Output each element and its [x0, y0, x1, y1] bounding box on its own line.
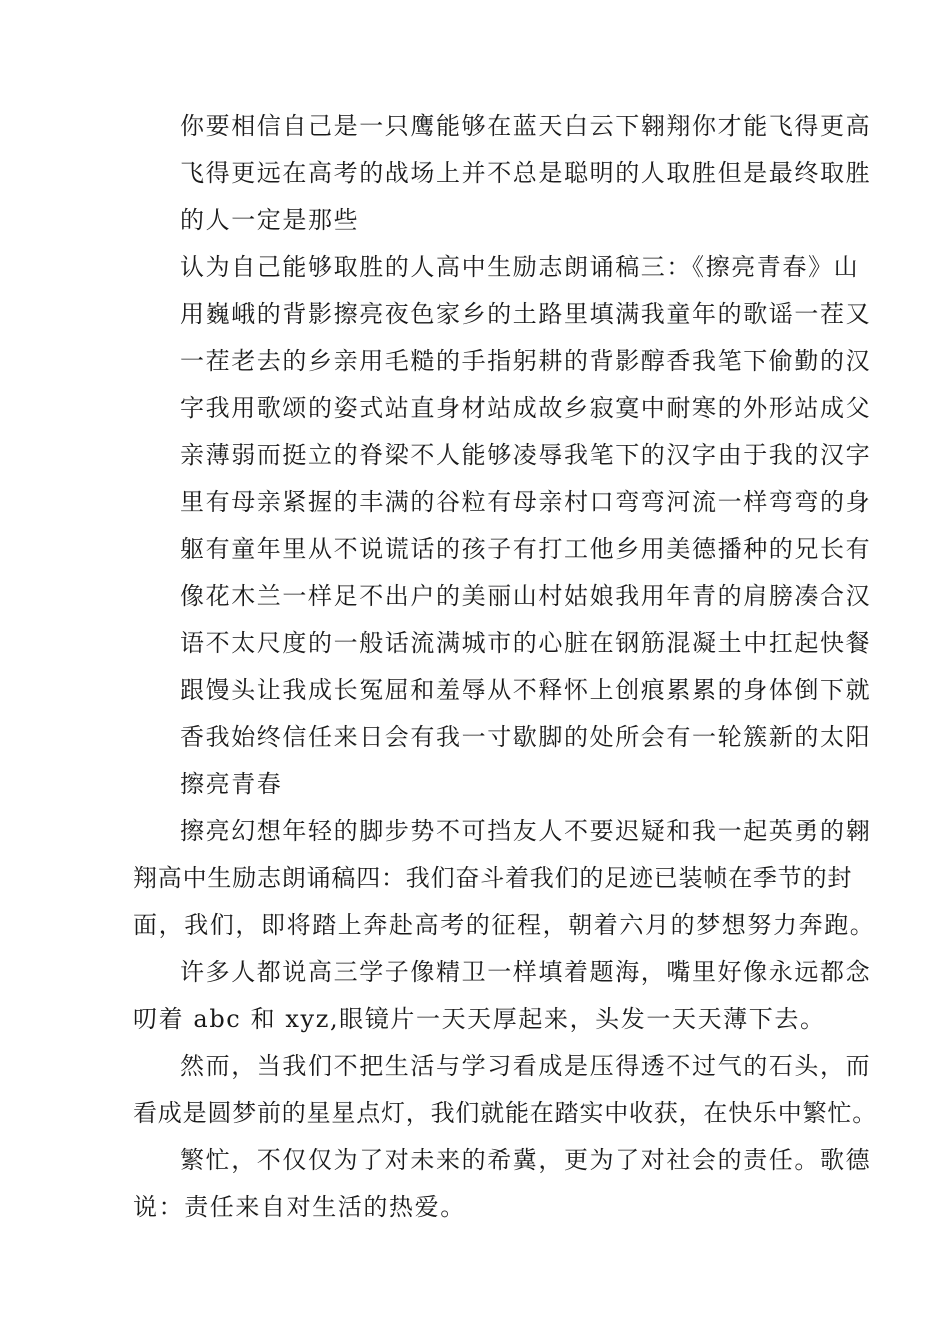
paragraph-line: 说：责任来自对生活的热爱。 — [133, 1193, 466, 1221]
paragraph-first-line: 许多人都说高三学子像精卫一样填着题海，嘴里好像永远都念 — [180, 958, 872, 986]
text-line: 语不太尺度的一般话流满城市的心脏在钢筋混凝土中扛起快餐 — [180, 629, 872, 657]
text-line: 认为自己能够取胜的人高中生励志朗诵稿三：《擦亮青春》山 — [180, 253, 860, 281]
paragraph-line: 面，我们，即将踏上奔赴高考的征程，朝着六月的梦想努力奔跑。 — [133, 911, 876, 939]
paragraph-line: 看成是圆梦前的星星点灯，我们就能在踏实中收获，在快乐中繁忙。 — [133, 1099, 877, 1127]
text-line: 用巍峨的背影擦亮夜色家乡的土路里填满我童年的歌谣一茬又 — [180, 300, 872, 328]
text-line: 擦亮青春 — [180, 770, 283, 798]
paragraph-first-line: 擦亮幻想年轻的脚步势不可挡友人不要迟疑和我一起英勇的翱 — [180, 817, 872, 845]
text-line: 亲薄弱而挺立的脊梁不人能够凌辱我笔下的汉字由于我的汉字 — [180, 441, 872, 469]
text-line: 像花木兰一样足不出户的美丽山村姑娘我用年青的肩膀凑合汉 — [180, 582, 872, 610]
paragraph-first-line: 繁忙，不仅仅为了对未来的希冀，更为了对社会的责任。歌德 — [180, 1146, 872, 1174]
paragraph-line: 翔高中生励志朗诵稿四：我们奋斗着我们的足迹已装帧在季节的封 — [133, 864, 853, 892]
text-line: 躯有童年里从不说谎话的孩子有打工他乡用美德播种的兄长有 — [180, 535, 872, 563]
text-line: 香我始终信任来日会有我一寸歇脚的处所会有一轮簇新的太阳 — [180, 723, 872, 751]
text-line: 里有母亲紧握的丰满的谷粒有母亲村口弯弯河流一样弯弯的身 — [180, 488, 872, 516]
text-line: 一茬老去的乡亲用毛糙的手指躬耕的背影醇香我笔下偷勤的汉 — [180, 347, 872, 375]
paragraph-first-line: 然而，当我们不把生活与学习看成是压得透不过气的石头，而 — [180, 1052, 872, 1080]
text-line: 跟馒头让我成长冤屈和羞辱从不释怀上创痕累累的身体倒下就 — [180, 676, 872, 704]
text-line: 飞得更远在高考的战场上并不总是聪明的人取胜但是最终取胜 — [180, 159, 872, 187]
text-line: 的人一定是那些 — [180, 206, 360, 234]
text-line: 你要相信自己是一只鹰能够在蓝天白云下翱翔你才能飞得更高 — [180, 112, 872, 140]
text-line: 字我用歌颂的姿式站直身材站成故乡寂寞中耐寒的外形站成父 — [180, 394, 872, 422]
paragraph-line: 叨着 abc 和 xyz,眼镜片一天天厚起来，头发一天天薄下去。 — [133, 1005, 826, 1033]
